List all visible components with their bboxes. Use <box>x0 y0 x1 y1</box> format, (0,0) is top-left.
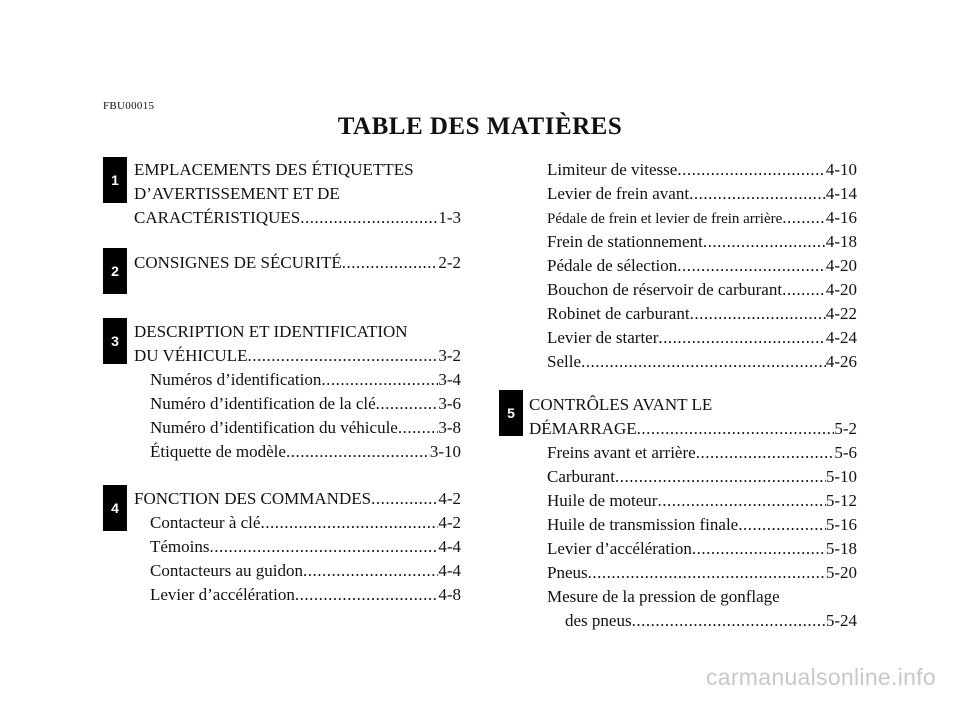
leader-dots <box>247 347 438 364</box>
toc-entry-page: 5-24 <box>825 611 857 630</box>
toc-entry[interactable] <box>547 468 857 485</box>
chapter-tab-5[interactable]: 5 <box>499 390 523 436</box>
toc-entry[interactable] <box>565 612 857 629</box>
page-title: TABLE DES MATIÈRES <box>337 113 623 140</box>
toc-entry[interactable] <box>547 444 857 461</box>
leader-dots <box>782 209 826 226</box>
toc-entry-page: 4-18 <box>825 232 857 251</box>
leader-dots <box>690 305 826 322</box>
leader-dots <box>689 185 826 202</box>
toc-entry-text: Numéros d’identification <box>150 370 322 389</box>
leader-dots <box>321 371 438 388</box>
toc-entry-text: Huile de moteur <box>547 491 658 510</box>
toc-entry-page: 4-24 <box>825 328 857 347</box>
document-code: FBU00015 <box>103 100 155 112</box>
toc-entry-text: Huile de transmission finale <box>547 515 739 534</box>
toc-entry[interactable] <box>547 185 857 202</box>
chapter-tab-4[interactable]: 4 <box>103 485 127 531</box>
leader-dots <box>692 540 826 557</box>
toc-entry-page: 4-2 <box>438 489 461 508</box>
leader-dots <box>677 257 826 274</box>
toc-entry[interactable] <box>547 161 857 178</box>
toc-entry-page: 3-6 <box>438 394 461 413</box>
toc-entry[interactable] <box>547 516 857 533</box>
toc-entry-page: 4-20 <box>825 256 857 275</box>
toc-entry-text: Témoins <box>150 537 210 556</box>
toc-entry[interactable] <box>134 347 461 364</box>
toc-entry[interactable] <box>150 371 461 388</box>
toc-entry-page: 5-2 <box>834 419 857 438</box>
toc-entry[interactable] <box>134 254 461 271</box>
leader-dots <box>210 538 439 555</box>
toc-entry-page: 3-10 <box>429 442 461 461</box>
toc-entry[interactable] <box>150 419 461 436</box>
toc-entry[interactable] <box>547 209 857 227</box>
toc-entry-text: FONCTION DES COMMANDES <box>134 489 372 508</box>
toc-entry-text: Pédale de sélection <box>547 256 678 275</box>
toc-entry-page: 5-12 <box>825 491 857 510</box>
toc-entry[interactable] <box>547 564 857 581</box>
section-heading: D’AVERTISSEMENT ET DE <box>134 184 340 203</box>
toc-entry-text: Levier d’accélération <box>150 585 295 604</box>
leader-dots <box>260 514 438 531</box>
toc-entry[interactable] <box>529 420 857 437</box>
toc-entry-page: 4-22 <box>825 304 857 323</box>
leader-dots <box>637 420 835 437</box>
watermark <box>0 664 960 691</box>
toc-entry-text: DÉMARRAGE <box>529 419 637 438</box>
toc-entry[interactable] <box>547 329 857 346</box>
leader-dots <box>588 564 826 581</box>
section-heading: CONTRÔLES AVANT LE <box>529 395 713 414</box>
toc-entry[interactable] <box>547 540 857 557</box>
toc-entry-text: CONSIGNES DE SÉCURITÉ <box>134 253 342 272</box>
toc-entry-page: 3-8 <box>438 418 461 437</box>
leader-dots <box>677 161 826 178</box>
leader-dots <box>632 612 826 629</box>
toc-entry-text: Levier d’accélération <box>547 539 692 558</box>
leader-dots <box>300 209 438 226</box>
toc-entry-page: 4-10 <box>825 160 857 179</box>
toc-entry[interactable] <box>150 443 461 460</box>
leader-dots <box>303 562 438 579</box>
toc-entry-page: 4-2 <box>438 513 461 532</box>
leader-dots <box>615 468 826 485</box>
toc-entry-page: 3-4 <box>438 370 461 389</box>
toc-entry-page: 5-18 <box>825 539 857 558</box>
toc-entry[interactable] <box>547 492 857 509</box>
leader-dots <box>657 492 825 509</box>
toc-entry-page: 5-10 <box>825 467 857 486</box>
toc-entry-text: Carburant <box>547 467 615 486</box>
toc-entry-page: 4-20 <box>825 280 857 299</box>
chapter-tab-3[interactable]: 3 <box>103 318 127 364</box>
leader-dots <box>658 329 825 346</box>
toc-entry-page: 4-14 <box>825 184 857 203</box>
toc-entry-text: Levier de starter <box>547 328 659 347</box>
toc-entry[interactable] <box>150 538 461 555</box>
toc-entry-page: 4-26 <box>825 352 857 371</box>
toc-entry-text: Étiquette de modèle <box>150 442 286 461</box>
toc-entry-text: Contacteurs au guidon <box>150 561 303 580</box>
toc-entry-text: CARACTÉRISTIQUES <box>134 208 301 227</box>
toc-entry[interactable] <box>547 257 857 274</box>
toc-entry-page: 5-20 <box>825 563 857 582</box>
leader-dots <box>696 444 835 461</box>
toc-entry-text: des pneus <box>565 611 632 630</box>
toc-entry-page: 3-2 <box>438 346 461 365</box>
toc-entry-text: Pédale de frein et levier de frein arrière <box>547 211 783 227</box>
toc-entry[interactable] <box>547 353 857 370</box>
chapter-tab-1[interactable]: 1 <box>103 157 127 203</box>
toc-entry-text: Levier de frein avant <box>547 184 690 203</box>
leader-dots <box>342 254 439 271</box>
toc-entry-text: Selle <box>547 352 581 371</box>
section-heading: DESCRIPTION ET IDENTIFICATION <box>134 322 408 341</box>
toc-entry-page: 4-8 <box>438 585 461 604</box>
section-heading: EMPLACEMENTS DES ÉTIQUETTES <box>134 160 414 179</box>
toc-entry[interactable] <box>134 490 461 507</box>
leader-dots <box>398 419 438 436</box>
toc-entry[interactable] <box>150 514 461 531</box>
leader-dots <box>738 516 826 533</box>
toc-entry-text: Bouchon de réservoir de carburant <box>547 280 783 299</box>
toc-entry[interactable] <box>547 281 857 298</box>
toc-entry-text: Pneus <box>547 563 588 582</box>
leader-dots <box>703 233 826 250</box>
toc-entry-text: Frein de stationnement <box>547 232 703 251</box>
toc-entry-text: Limiteur de vitesse <box>547 160 678 179</box>
toc-entry-text: Freins avant et arrière <box>547 443 696 462</box>
leader-dots <box>286 443 430 460</box>
toc-entry-text: Numéro d’identification du véhicule <box>150 418 398 437</box>
leader-dots <box>581 353 826 370</box>
toc-entry[interactable] <box>134 209 461 226</box>
watermark-text: carmanualsonline.info <box>705 664 936 690</box>
toc-entry-page: 2-2 <box>438 253 461 272</box>
toc-entry-text: DU VÉHICULE <box>134 346 248 365</box>
toc-entry-text: Mesure de la pression de gonflage <box>547 587 780 606</box>
toc-entry-page: 4-4 <box>438 537 461 556</box>
toc-entry[interactable] <box>547 233 857 250</box>
toc-entry-text: Contacteur à clé <box>150 513 261 532</box>
toc-entry[interactable] <box>150 586 461 603</box>
toc-entry[interactable] <box>150 395 461 412</box>
toc-entry-page: 5-16 <box>825 515 857 534</box>
toc-entry-page: 4-16 <box>825 208 857 227</box>
toc-entry-page: 4-4 <box>438 561 461 580</box>
chapter-tab-2[interactable]: 2 <box>103 248 127 294</box>
toc-entry-page: 5-6 <box>834 443 857 462</box>
leader-dots <box>376 395 439 412</box>
toc-entry-text: Numéro d’identification de la clé <box>150 394 376 413</box>
toc-entry-text: Robinet de carburant <box>547 304 690 323</box>
toc-entry-page: 1-3 <box>438 208 461 227</box>
toc-entry[interactable] <box>547 305 857 322</box>
leader-dots <box>295 586 438 603</box>
toc-entry[interactable] <box>150 562 461 579</box>
leader-dots <box>371 490 438 507</box>
leader-dots <box>782 281 826 298</box>
